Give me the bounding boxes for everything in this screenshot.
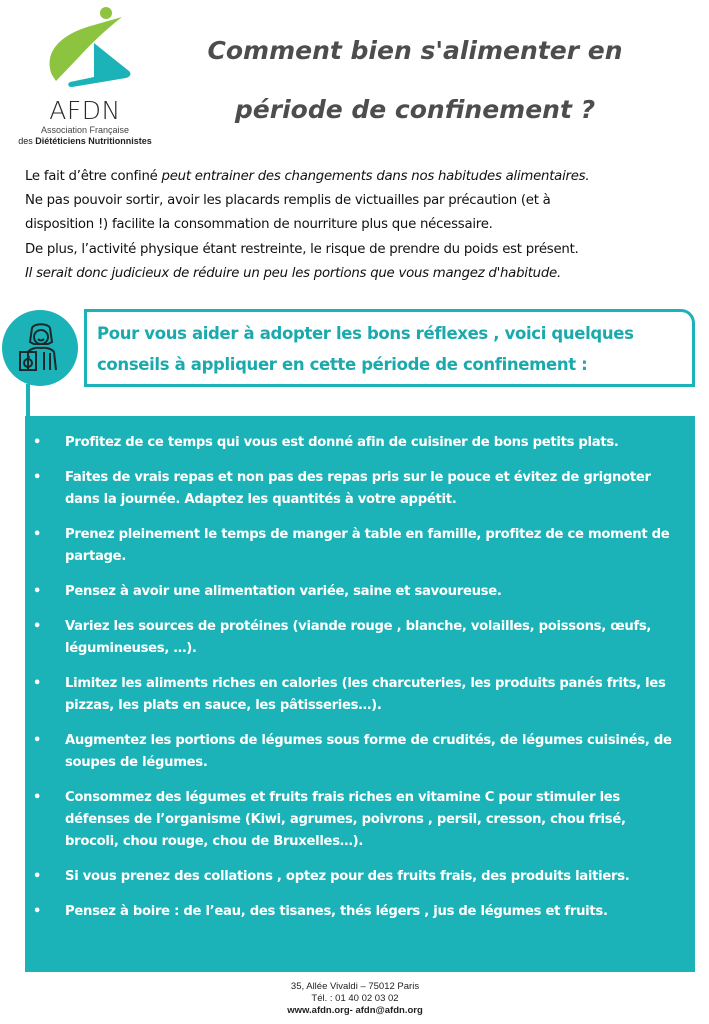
afdn-logo bbox=[10, 5, 160, 153]
bullet-icon: • bbox=[33, 619, 42, 634]
intro-line-4: De plus, l’activité physique étant restreinte, le risque de prendre du poids est présent. bbox=[25, 241, 579, 257]
tips-panel bbox=[25, 416, 695, 972]
intro-line-5-italic: Il serait donc judicieux de réduire un peu les portions que vous mangez d'habitude. bbox=[25, 265, 561, 281]
bullet-icon: • bbox=[33, 790, 42, 805]
intro-paragraph bbox=[25, 165, 695, 286]
intro-line-5 bbox=[25, 262, 695, 286]
bullet-icon: • bbox=[33, 869, 42, 884]
footer bbox=[200, 981, 510, 1017]
tip-item bbox=[25, 787, 680, 853]
page-title-line-2: période de confinement ? bbox=[234, 95, 596, 124]
callout-text bbox=[97, 318, 687, 380]
bullet-icon: • bbox=[33, 435, 42, 450]
bullet-icon: • bbox=[33, 733, 42, 748]
logo-subtitle-2-prefix: des bbox=[18, 136, 36, 146]
logo-subtitle-2-bold: Diététiciens Nutritionnistes bbox=[35, 136, 152, 146]
intro-line-1 bbox=[25, 165, 695, 189]
tips-list bbox=[25, 432, 695, 936]
bullet-icon: • bbox=[33, 527, 42, 542]
page-title-line-1: Comment bien s'alimenter en bbox=[207, 36, 623, 65]
bullet-icon: • bbox=[33, 584, 42, 599]
logo-name: AFDN bbox=[49, 96, 121, 125]
afdn-logo-mark-icon bbox=[34, 5, 134, 97]
tip-item bbox=[25, 901, 680, 923]
bullet-icon: • bbox=[33, 904, 42, 919]
callout-line-1: Pour vous aider à adopter les bons réflexes , voici quelques bbox=[97, 324, 634, 343]
dietitian-badge bbox=[2, 310, 78, 386]
tip-item bbox=[25, 866, 680, 888]
tip-text: Consommez des légumes et fruits frais riches en vitamine C pour stimuler les défenses de l’organisme (Kiwi, agrumes, poivrons , persil, cresson, chou frisé, brocoli, chou rouge, chou de Bruxelles…). bbox=[65, 790, 626, 849]
bullet-icon: • bbox=[33, 676, 42, 691]
callout-line-2: conseils à appliquer en cette période de confinement : bbox=[97, 355, 588, 374]
dietitian-icon bbox=[16, 322, 64, 374]
intro-line-2: Ne pas pouvoir sortir, avoir les placards remplis de victuailles par précaution (et à bbox=[25, 193, 551, 209]
tip-text: Pensez à avoir une alimentation variée, saine et savoureuse. bbox=[65, 584, 502, 599]
tip-text: Prenez pleinement le temps de manger à table en famille, profitez de ce moment de partage. bbox=[65, 527, 670, 564]
tip-text: Limitez les aliments riches en calories (les charcuteries, les produits panés frits, les pizzas, les plats en sauce, les pâtisseries…). bbox=[65, 676, 666, 713]
tip-text: Pensez à boire : de l’eau, des tisanes, thés légers , jus de légumes et fruits. bbox=[65, 904, 608, 919]
tip-item bbox=[25, 581, 680, 603]
tip-item bbox=[25, 616, 680, 660]
footer-phone: Tél. : 01 40 02 03 02 bbox=[311, 993, 399, 1004]
bullet-icon: • bbox=[33, 470, 42, 485]
tip-item bbox=[25, 524, 680, 568]
intro-line-1-italic: peut entrainer des changements dans nos habitudes alimentaires. bbox=[161, 169, 590, 184]
footer-web-link[interactable]: www.afdn.org- afdn@afdn.org bbox=[287, 1005, 423, 1016]
footer-address: 35, Allée Vivaldi – 75012 Paris bbox=[290, 981, 420, 992]
tip-text: Profitez de ce temps qui vous est donné afin de cuisiner de bons petits plats. bbox=[65, 435, 619, 450]
tip-text: Si vous prenez des collations , optez pour des fruits frais, des produits laitiers. bbox=[65, 869, 630, 884]
tip-item bbox=[25, 730, 680, 774]
tip-text: Augmentez les portions de légumes sous forme de crudités, de légumes cuisinés, de soupes de légumes. bbox=[65, 733, 672, 770]
intro-line-1-normal: Le fait d’être confiné bbox=[25, 169, 162, 184]
tip-item bbox=[25, 432, 680, 454]
tip-item bbox=[25, 673, 680, 717]
tip-text: Variez les sources de protéines (viande rouge , blanche, volailles, poissons, œufs, légumineuses, …). bbox=[65, 619, 652, 656]
tip-item bbox=[25, 467, 680, 511]
tip-text: Faites de vrais repas et non pas des repas pris sur le pouce et évitez de grignoter dans la journée. Adaptez les quantités à votre appétit. bbox=[65, 470, 651, 507]
callout-box bbox=[84, 309, 695, 387]
logo-subtitle-2 bbox=[10, 136, 160, 147]
logo-subtitle-1: Association Française bbox=[40, 125, 130, 135]
intro-line-3: disposition !) facilite la consommation de nourriture plus que nécessaire. bbox=[25, 217, 493, 233]
